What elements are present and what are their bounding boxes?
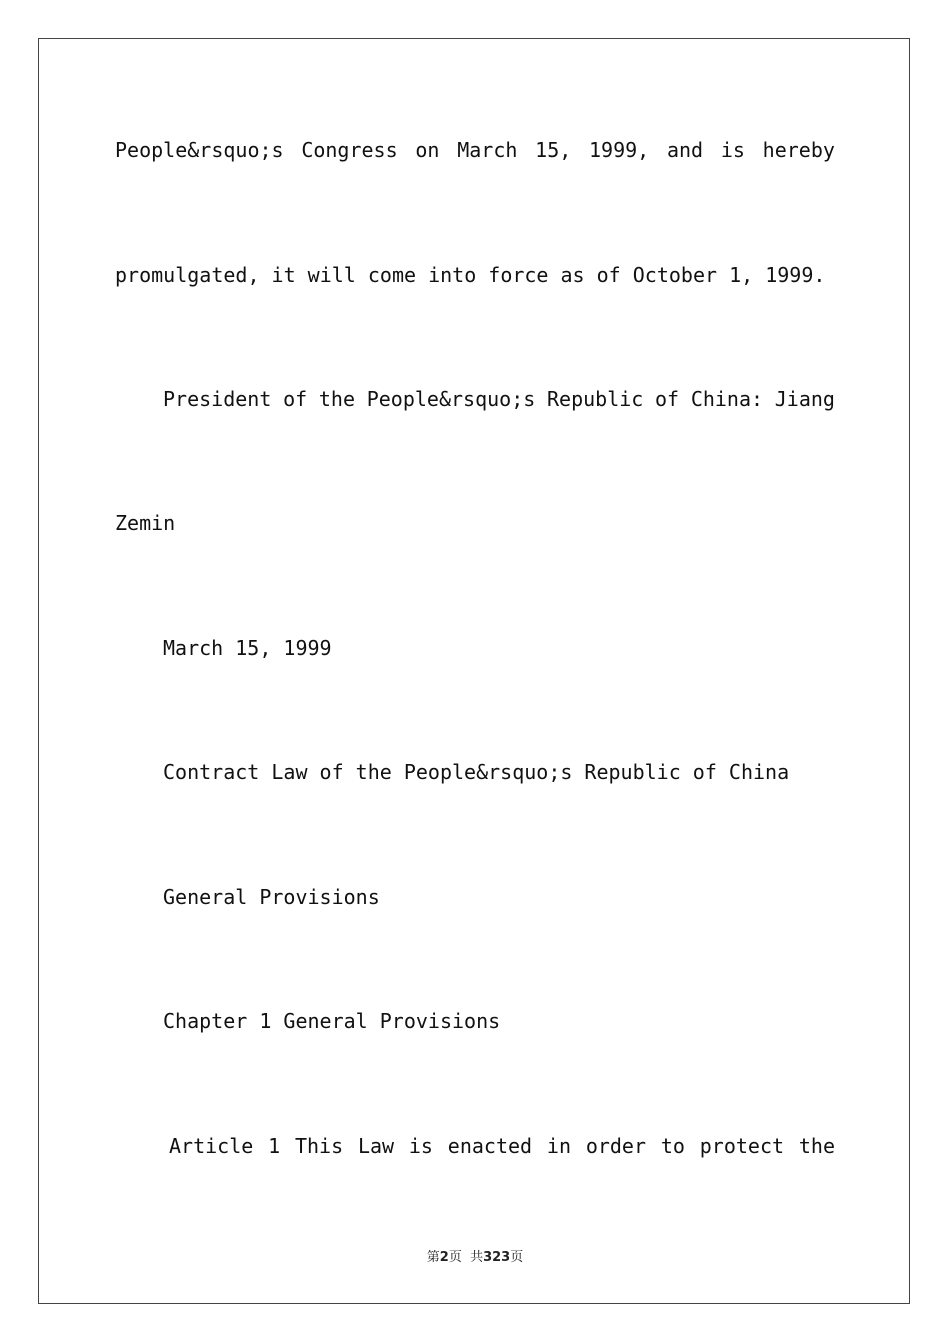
word: Article <box>169 1134 254 1158</box>
text-line-4: Zemin <box>115 511 176 535</box>
word: of <box>655 387 680 411</box>
word: 15, <box>535 138 572 162</box>
word: This <box>294 1134 344 1158</box>
text-line-5: March 15, 1999 <box>163 636 332 660</box>
page-frame <box>38 38 910 1304</box>
word: Law <box>357 1134 395 1158</box>
footer-page-number: 2 <box>439 1250 449 1265</box>
word: and <box>666 138 704 162</box>
word: 1 <box>268 1134 281 1158</box>
text-line-9 <box>169 1133 835 1159</box>
word: protect <box>699 1134 785 1158</box>
word: is <box>408 1134 433 1158</box>
heading-general-provisions: General Provisions <box>163 885 380 909</box>
word: Republic <box>546 387 644 411</box>
word: the <box>798 1134 835 1158</box>
word: in <box>546 1134 571 1158</box>
word: President <box>163 387 272 411</box>
text-line-3 <box>163 386 835 412</box>
word: on <box>415 138 440 162</box>
page-footer <box>0 1246 950 1265</box>
word: Jiang <box>774 387 835 411</box>
word: to <box>660 1134 685 1158</box>
word: of <box>283 387 308 411</box>
word: March <box>457 138 518 162</box>
heading-chapter-1: Chapter 1 General Provisions <box>163 1009 501 1033</box>
footer-total-pages: 323 <box>483 1250 511 1265</box>
word: People&rsquo;s <box>115 138 284 162</box>
footer-prefix: 第 <box>426 1250 440 1265</box>
footer-suffix: 页 <box>510 1250 524 1265</box>
word: People&rsquo;s <box>366 387 536 411</box>
word: is <box>720 138 745 162</box>
text-line-2: promulgated, it will come into force as of October 1, 1999. <box>115 263 826 287</box>
word: order <box>585 1134 647 1158</box>
word: 1999, <box>589 138 650 162</box>
text-line-1 <box>115 137 835 163</box>
word: China: <box>690 387 764 411</box>
word: the <box>318 387 355 411</box>
footer-mid: 页 共 <box>448 1250 484 1265</box>
word: Congress <box>301 138 398 162</box>
word: hereby <box>762 138 835 162</box>
word: enacted <box>447 1134 533 1158</box>
text-line-6: Contract Law of the People&rsquo;s Republic of China <box>163 760 790 784</box>
